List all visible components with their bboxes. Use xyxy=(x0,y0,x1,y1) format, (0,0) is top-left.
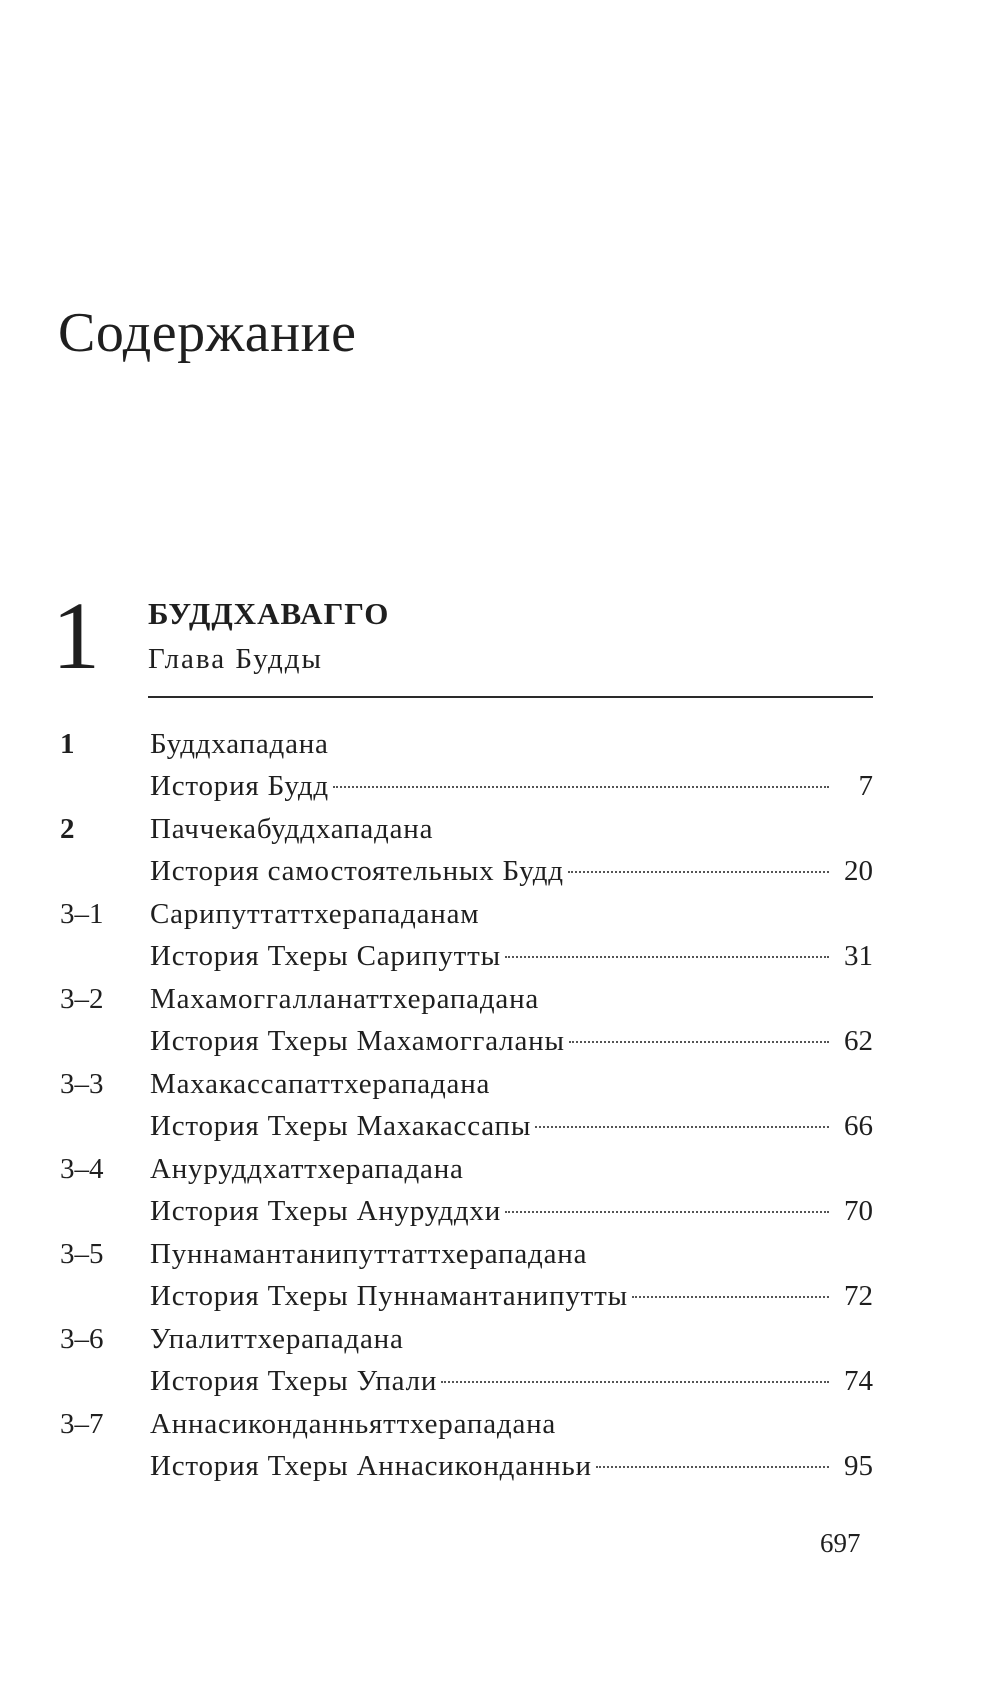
entry-page-number: 31 xyxy=(844,940,873,972)
toc-entry[interactable] xyxy=(0,893,1000,978)
entry-line xyxy=(150,1360,873,1402)
entry-number: 2 xyxy=(60,813,75,845)
entry-page-number: 20 xyxy=(844,855,873,887)
dot-leader xyxy=(568,871,829,873)
toc-entry[interactable] xyxy=(0,1403,1000,1488)
entry-page-number: 72 xyxy=(844,1280,873,1312)
dot-leader xyxy=(535,1126,829,1128)
entry-title: Аннасиконданньяттхерападана xyxy=(150,1408,557,1440)
entry-number: 3–5 xyxy=(60,1238,104,1270)
entry-subtitle: История Будд xyxy=(150,770,329,802)
page-title: Содержание xyxy=(58,302,357,364)
toc-entry[interactable] xyxy=(0,1318,1000,1403)
entry-page-number: 74 xyxy=(844,1365,873,1397)
dot-leader xyxy=(505,956,829,958)
dot-leader xyxy=(596,1466,829,1468)
table-of-contents xyxy=(0,723,1000,1488)
toc-entry[interactable] xyxy=(0,1148,1000,1233)
dot-leader xyxy=(569,1041,829,1043)
entry-title: Махакассапаттхерападана xyxy=(150,1068,491,1100)
entry-title: Сарипуттаттхерападанам xyxy=(150,898,480,930)
entry-subtitle: История Тхеры Пуннамантанипутты xyxy=(150,1280,628,1312)
entry-subtitle: История Тхеры Упали xyxy=(150,1365,438,1397)
entry-title: Буддхападана xyxy=(150,728,329,760)
toc-entry[interactable] xyxy=(0,1063,1000,1148)
entry-line xyxy=(150,765,873,807)
entry-line xyxy=(150,1445,873,1487)
dot-leader xyxy=(441,1381,829,1383)
page-number: 697 xyxy=(820,1528,861,1558)
entry-line xyxy=(150,1105,873,1147)
entry-subtitle: История Тхеры Махамоггаланы xyxy=(150,1025,565,1057)
entry-number: 3–7 xyxy=(60,1408,104,1440)
entry-line xyxy=(150,935,873,977)
entry-subtitle: История Тхеры Махакассапы xyxy=(150,1110,532,1142)
dot-leader xyxy=(632,1296,829,1298)
chapter-number: 1 xyxy=(52,582,100,689)
entry-number: 3–4 xyxy=(60,1153,104,1185)
dot-leader xyxy=(505,1211,829,1213)
entry-title: Паччекабуддхападана xyxy=(150,813,434,845)
entry-line xyxy=(150,1020,873,1062)
toc-entry[interactable] xyxy=(0,808,1000,893)
entry-number: 3–6 xyxy=(60,1323,104,1355)
toc-entry[interactable] xyxy=(0,723,1000,808)
chapter-divider xyxy=(148,696,873,698)
entry-number: 3–1 xyxy=(60,898,104,930)
entry-subtitle: История самостоятельных Будд xyxy=(150,855,564,887)
chapter-title: БУДДХАВАГГО xyxy=(148,596,390,631)
entry-subtitle: История Тхеры Аннасиконданньи xyxy=(150,1450,592,1482)
entry-line xyxy=(150,850,873,892)
toc-entry[interactable] xyxy=(0,978,1000,1063)
entry-subtitle: История Тхеры Ануруддхи xyxy=(150,1195,502,1227)
entry-number: 3–2 xyxy=(60,983,104,1015)
chapter-subtitle: Глава Будды xyxy=(148,643,323,675)
entry-subtitle: История Тхеры Сарипутты xyxy=(150,940,501,972)
entry-line xyxy=(150,1275,873,1317)
entry-line xyxy=(150,1190,873,1232)
entry-title: Махамоггалланаттхерападана xyxy=(150,983,540,1015)
entry-page-number: 66 xyxy=(844,1110,873,1142)
entry-page-number: 62 xyxy=(844,1025,873,1057)
entry-page-number: 70 xyxy=(844,1195,873,1227)
entry-page-number: 95 xyxy=(844,1450,873,1482)
toc-entry[interactable] xyxy=(0,1233,1000,1318)
entry-page-number: 7 xyxy=(858,770,873,802)
entry-title: Ануруддхаттхерападана xyxy=(150,1153,464,1185)
entry-title: Упалиттхерападана xyxy=(150,1323,404,1355)
entry-number: 3–3 xyxy=(60,1068,104,1100)
entry-number: 1 xyxy=(60,728,75,760)
entry-title: Пуннамантанипуттаттхерападана xyxy=(150,1238,588,1270)
dot-leader xyxy=(333,786,829,788)
